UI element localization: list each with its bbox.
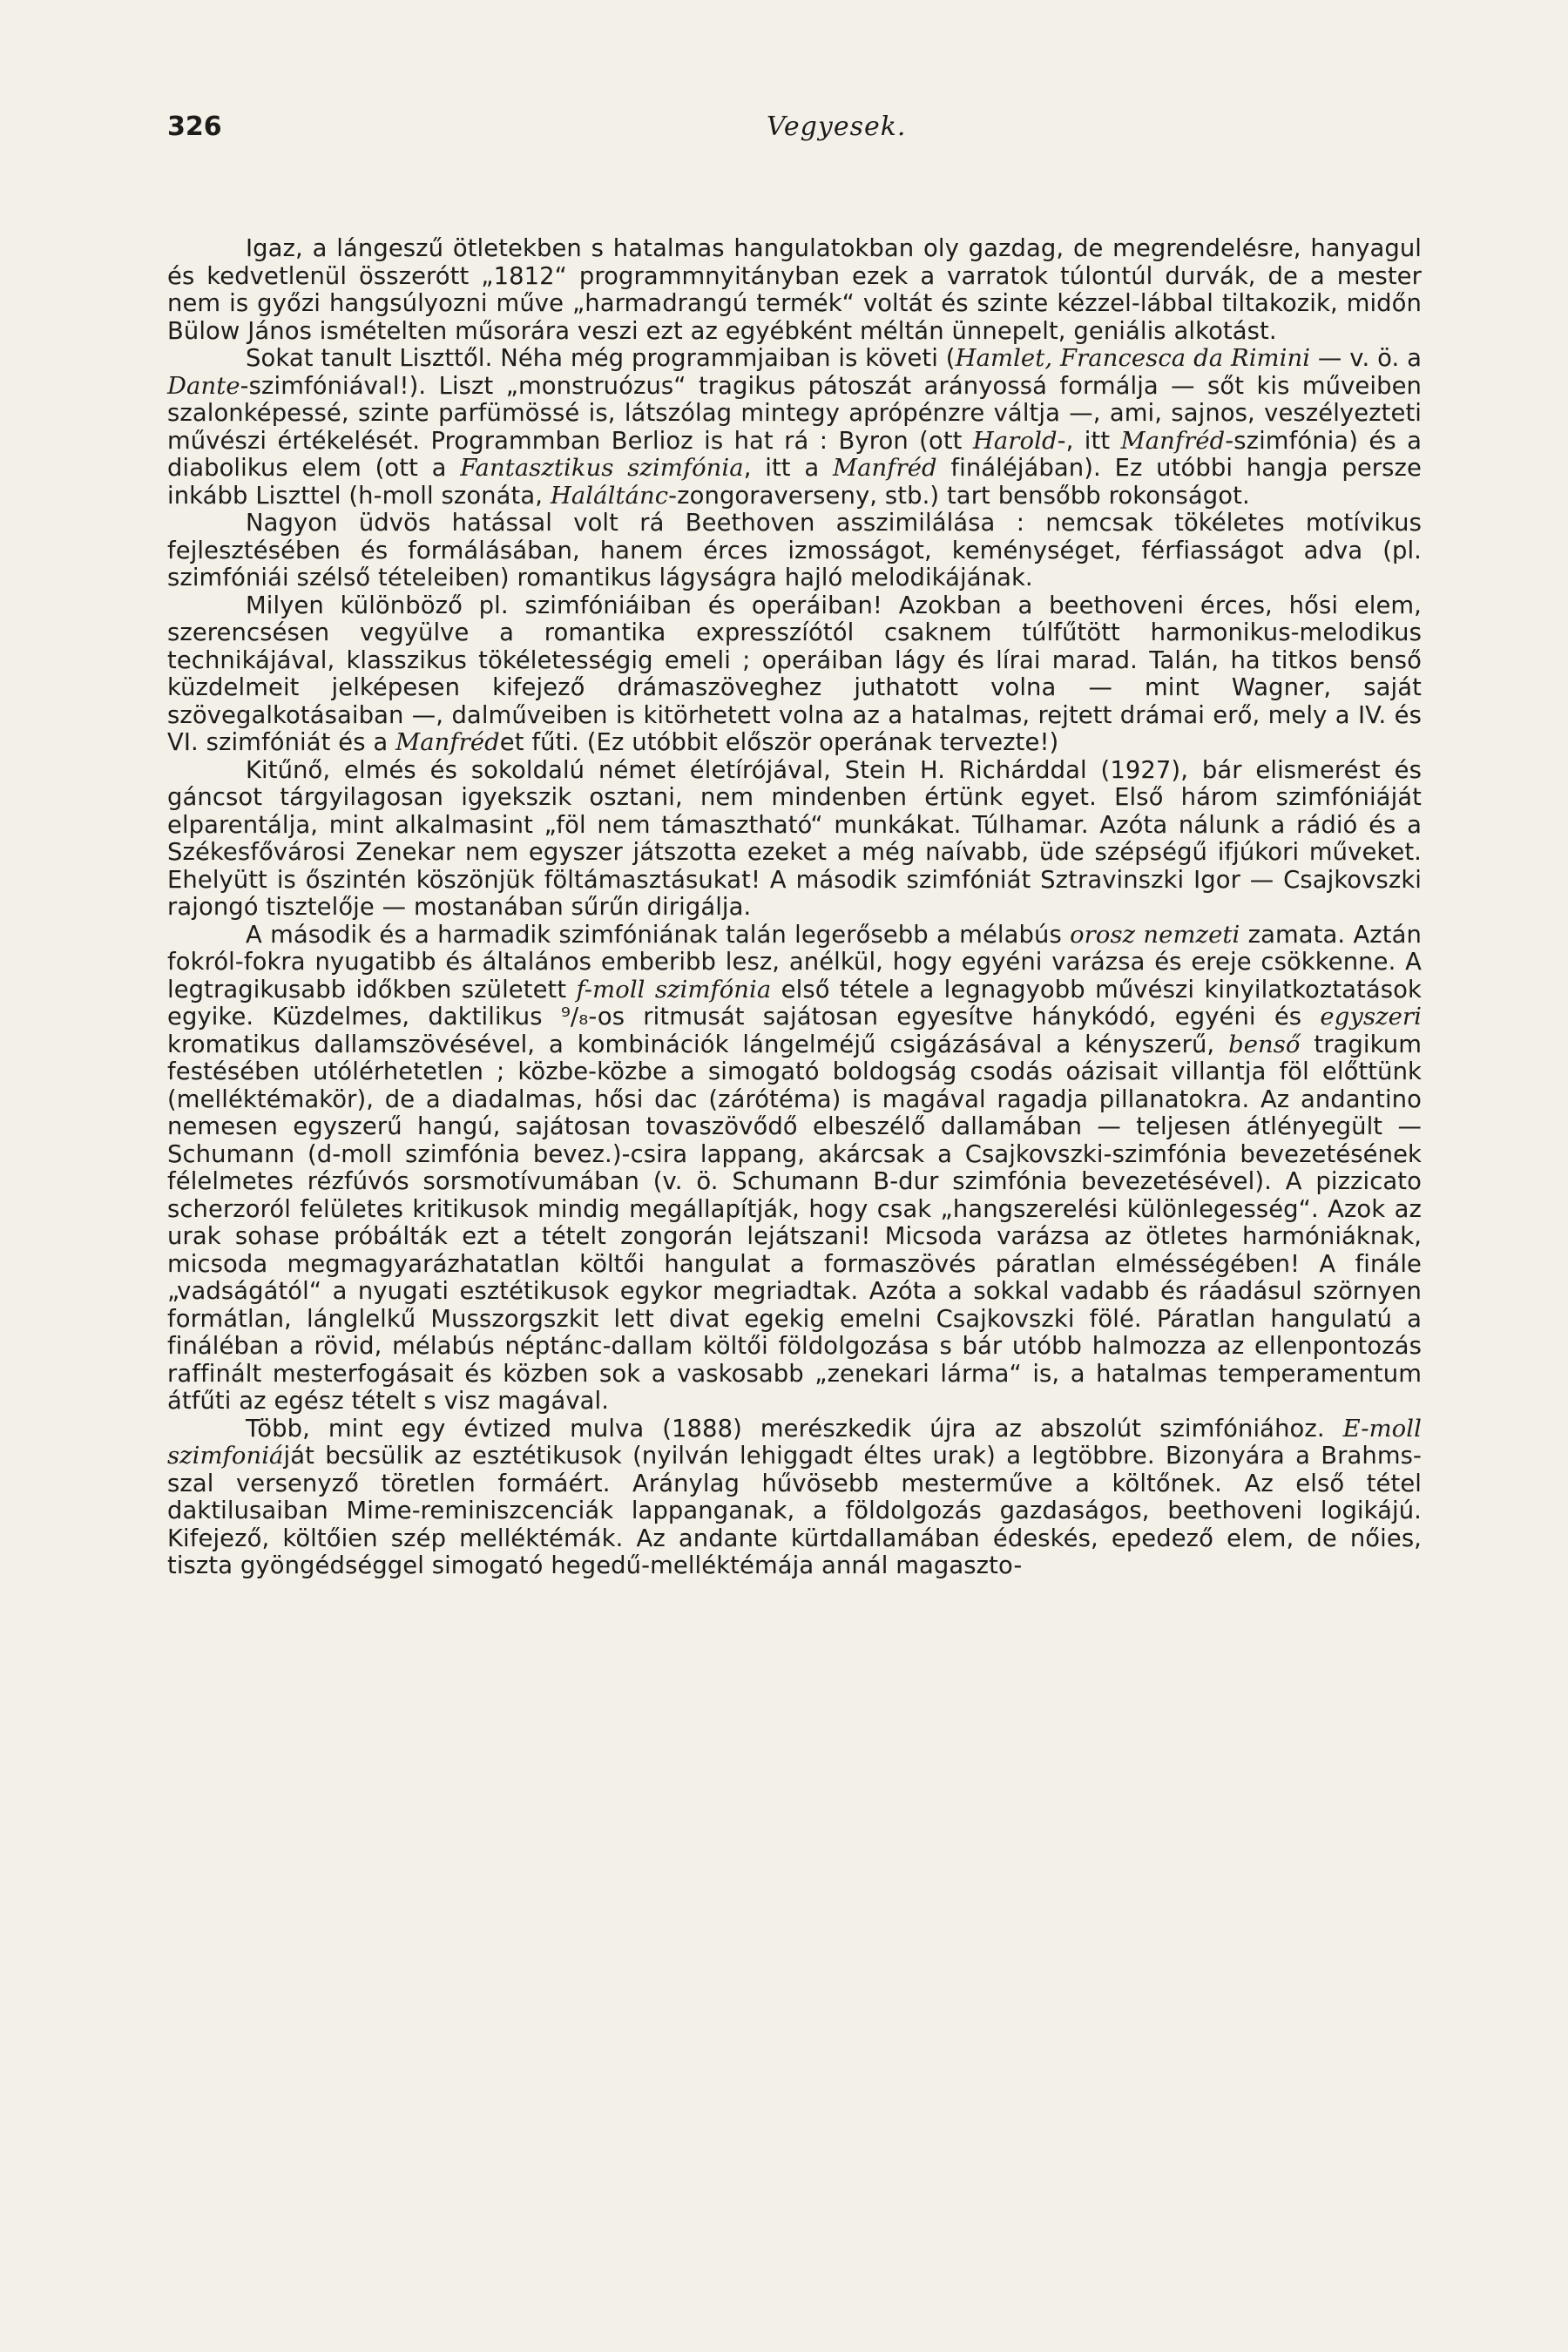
text-run: Kitűnő, elmés és sokoldalú német életírójával, Stein H. Richárddal (1927), bár elismerést és gáncsot tárgyilagosan igyekszik osztani, nem mindenben értünk egyet. Első három szimfóniáját elparentálja, mint alkalmasint „föl nem támasztható“ munkákat. Túlhamar. Azóta nálunk a rádió és a Székesfővárosi Zenekar nem egyszer játszotta ezeket a még naívabb, üde szépségű ifjúkori műveket. Ehelyütt is őszintén köszönjük föltámasztásukat! A második szimfóniát Sztravinszki Igor — Csajkovszki rajongó tisztelője — mostanában sűrűn dirigálja. xyxy=(167,756,1422,921)
text-run: Nagyon üdvös hatással volt rá Beethoven asszimilálása : nemcsak tökéletes motívikus fejlesztésében és formálásában, hanem érces izmosságot, keménységet, férfiasságot adva (pl. szimfóniái szélső tételeiben) romantikus lágyságra hajló melodikájának. xyxy=(167,510,1422,591)
italic-text: E-moll szimfoniá xyxy=(167,1415,1422,1470)
text-run: — v. ö. a xyxy=(1310,345,1422,372)
text-run: Több, mint egy évtized mulva (1888) merészkedik újra az abszolút szimfóniához. xyxy=(246,1415,1343,1443)
italic-text: Manfréd xyxy=(1120,427,1226,455)
text-run: -zongoraverseny, stb.) tart bensőbb rokonságot. xyxy=(668,482,1250,510)
page-number: 326 xyxy=(167,112,222,142)
text-run: Milyen különböző pl. szimfóniáiban és operáiban! Azokban a beethoveni érces, hősi elem, szerencsésen vegyülve a romantika expresszíótól csaknem túlfűtött harmonikus-melodikus technikájával, klasszikus tökéletességig emeli ; operáiban lágy és lírai marad. Talán, ha titkos benső küzdelmeit jelképesen kifejező drámaszöveghez juthatott volna — mint Wagner, saját szövegalkotásaiban —, dalműveiben is kitörhetett volna az a hatalmas, rejtett drámai erő, mely a IV. és VI. szimfóniát és a xyxy=(167,591,1422,756)
text-run: Sokat tanult Liszttől. Néha még programmjaiban is követi ( xyxy=(246,345,956,372)
italic-text: Haláltánc xyxy=(550,482,669,510)
italic-text: orosz nemzeti xyxy=(1070,921,1240,949)
italic-text: egyszeri xyxy=(1320,1004,1422,1031)
text-run: , itt a xyxy=(743,455,833,482)
paragraph xyxy=(167,345,1422,510)
italic-text: Fantasztikus szimfónia xyxy=(460,455,744,482)
paragraph xyxy=(167,510,1422,592)
body-text xyxy=(167,235,1422,1580)
text-run: zamata. Aztán fokról-fokra nyugatibb és általános emberibb lesz, anélkül, hogy egyéni varázsa és ereje csökkenne. A legtragikusabb időkben született xyxy=(167,921,1422,1004)
italic-text: Manfréd xyxy=(395,729,500,756)
text-run: et fűti. (Ez utóbbit először operának tervezte!) xyxy=(499,729,1059,756)
text-run: Igaz, a lángeszű ötletekben s hatalmas hangulatokban oly gazdag, de megrendelésre, hanyagul és kedvetlenül összerótt „1812“ programmnyitányban ezek a varratok túlontúl durvák, de a mester nem is győzi hangsúlyozni műve „harmadrangú termék“ voltát és szinte kézzel-lábbal tiltakozik, midőn Bülow János ismételten műsorára veszi ezt az egyébként méltán ünnepelt, geniális alkotást. xyxy=(167,235,1422,345)
text-run: -szimfóniával!). Liszt „monstruózus“ tragikus pátoszát arányossá formálja — sőt kis műveiben szalonképessé, szinte parfümössé is, látszólag mintegy aprópénzre váltja —, ami, sajnos, veszélyezteti művészi értékelését. Programmban Berlioz is hat rá : Byron (ott xyxy=(167,372,1422,455)
italic-text: Manfréd xyxy=(832,455,937,482)
text-run: fináléjában). Ez utóbbi hangja persze inkább Liszttel (h-moll szonáta, xyxy=(167,455,1422,510)
paragraph xyxy=(167,757,1422,922)
italic-text: Harold xyxy=(972,427,1058,455)
text-run: tragikum festésében utólérhetetlen ; közbe-közbe a simogató boldogság csodás oázisait villantja föl előttünk (melléktémakör), de a diadalmas, hősi dac (zárótéma) is magával ragadja pillanatokra. Az andantino nemesen egyszerű hangú, sajátosan tovaszövődő elbeszélő dallamában — teljesen átlényegült — Schumann (d-moll szimfónia bevez.)-csira lappang, akárcsak a Csajkovszki-szimfónia bevezetésének félelmetes rézfúvós sorsmotívumában (v. ö. Schumann B-dur szimfónia bevezetésével). A pizzicato scherzoról felületes kritikusok mindig megállapítják, hogy csak „hangszerelési különlegesség“. Azok az urak sohase próbálták ezt a tételt zongorán lejátszani! Micsoda varázsa az ötletes harmóniáknak, micsoda megmagyarázhatatlan költői hangulat a formaszövés páratlan elmésségében! A finále „vadságától“ a nyugati esztétikusok egykor megriadtak. Azóta a sokkal vadabb és ráadásul szörnyen formátlan, lánglelkű Musszorgszkit lett divat egekig emelni Csajkovszki fölé. Páratlan hangulatú a fináléban a rövid, mélabús néptánc-dallam költői földolgozása s bár utóbb halmozza az ellenpontozás raffinált mesterfogásait és közben sok a vaskosabb „zenekari lárma“ is, a hatalmas temperamentum átfűti az egész tételt s visz magával. xyxy=(167,1031,1422,1415)
text-run: ját becsülik az esztétikusok (nyilván lehiggadt éltes urak) a legtöbbre. Bizonyára a Brahms-szal versenyző töretlen formáért. Aránylag hűvösebb mesterműve a költőnek. Az első tétel daktilusaiban Mime-reminiszcenciák lappanganak, a földolgozás gazdaságos, beethoveni logikájú. Kifejező, költőien szép melléktémák. Az andante kürtdallamában édeskés, epedező elem, de nőies, tiszta gyöngédséggel simogató hegedű-melléktémája annál magaszto- xyxy=(167,1443,1422,1579)
paragraph xyxy=(167,592,1422,757)
page-header xyxy=(167,112,1422,155)
text-run: A második és a harmadik szimfóniának talán legerősebb a mélabús xyxy=(246,921,1071,949)
paragraph xyxy=(167,922,1422,1416)
italic-text: Hamlet, Francesca da Rimini xyxy=(955,345,1311,372)
italic-text: Dante xyxy=(167,372,240,400)
text-run: első tétele a legnagyobb művészi kinyilatkoztatások egyike. Küzdelmes, daktilikus ⁹/₈-os ritmusát sajátosan egyesítve hánykódó, egyéni és xyxy=(167,976,1422,1031)
italic-text: benső xyxy=(1228,1031,1301,1058)
text-run: -, itt xyxy=(1057,427,1121,455)
paragraph xyxy=(167,235,1422,345)
text-run: kromatikus dallamszövésével, a kombinációk lángelméjű csigázásával a kényszerű, xyxy=(167,1031,1229,1058)
running-title: Vegyesek. xyxy=(767,112,907,142)
italic-text: f-moll szimfónia xyxy=(576,976,772,1004)
paragraph xyxy=(167,1416,1422,1580)
text-run: -szimfónia) és a diabolikus elem (ott a xyxy=(167,427,1423,482)
